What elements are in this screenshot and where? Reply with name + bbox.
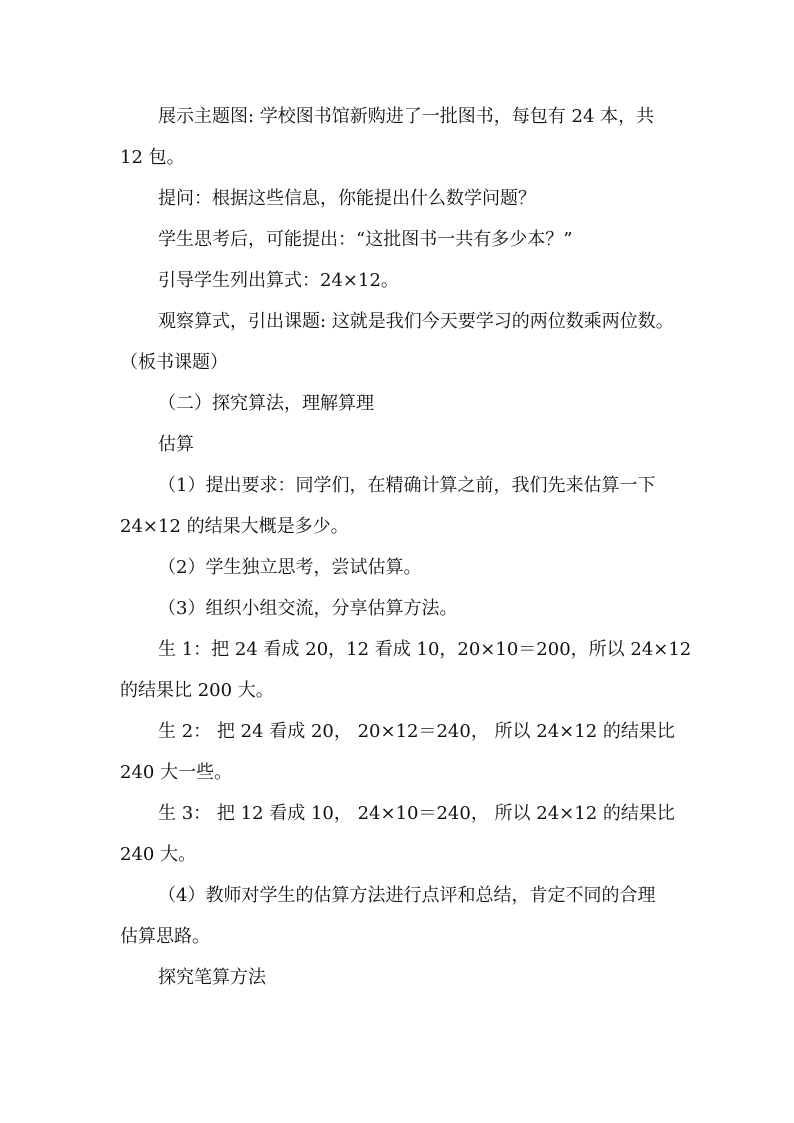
- paragraph-line-12: （2）学生独立思考，尝试估算。: [158, 557, 422, 578]
- paragraph-line-5: 引导学生列出算式：24×12。: [158, 270, 399, 291]
- document-body: [120, 96, 692, 998]
- paragraph-line-7: （板书课题）: [120, 352, 228, 373]
- paragraph-line-13: （3）组织小组交流，分享估算方法。: [158, 598, 458, 619]
- paragraph-line-17: 240 大一些。: [120, 762, 233, 783]
- paragraph-line-18: 生 3： 把 12 看成 10， 24×10＝240， 所以 24×12 的结果比: [158, 803, 675, 824]
- paragraph-line-14: 生 1：把 24 看成 20，12 看成 10，20×10＝200，所以 24×12: [158, 639, 692, 660]
- paragraph-line-21: 估算思路。: [120, 926, 210, 947]
- paragraph-line-4: 学生思考后，可能提出：“这批图书一共有多少本？”: [158, 229, 573, 250]
- paragraph-line-15: 的结果比 200 大。: [120, 680, 274, 701]
- paragraph-line-2: 12 包。: [120, 147, 185, 168]
- paragraph-line-20: （4）教师对学生的估算方法进行点评和总结，肯定不同的合理: [158, 885, 656, 906]
- paragraph-line-1: 展示主题图: 学校图书馆新购进了一批图书，每包有 24 本，共: [158, 106, 655, 127]
- paragraph-line-3: 提问：根据这些信息，你能提出什么数学问题？: [158, 188, 536, 209]
- paragraph-line-6: 观察算式，引出课题: 这就是我们今天要学习的两位数乘两位数。: [158, 311, 674, 332]
- paragraph-line-19: 240 大。: [120, 844, 197, 865]
- paragraph-line-16: 生 2： 把 24 看成 20， 20×12＝240， 所以 24×12 的结果比: [158, 721, 675, 742]
- paragraph-line-11: 24×12 的结果大概是多少。: [120, 516, 349, 537]
- subheading-estimation: 估算: [158, 434, 194, 455]
- paragraph-line-10: （1）提出要求：同学们，在精确计算之前，我们先来估算一下: [158, 475, 656, 496]
- subheading-written-calculation: 探究笔算方法: [158, 967, 266, 988]
- section-heading: （二）探究算法，理解算理: [158, 393, 374, 414]
